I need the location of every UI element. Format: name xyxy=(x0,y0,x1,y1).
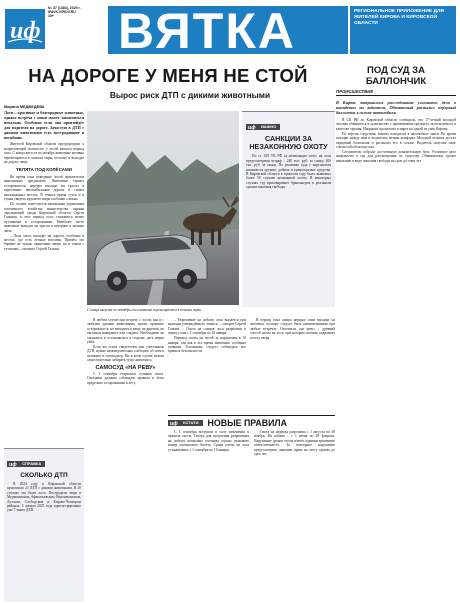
aif-logo xyxy=(4,8,46,50)
supplement-label: РЕГИОНАЛЬНОЕ ПРИЛОЖЕНИЕ ДЛЯ ЖИТЕЛЕЙ КИРОВА И КИРОВСКОЙ ОБЛАСТИ xyxy=(350,6,456,54)
important-tag-label: ВАЖНО xyxy=(261,124,277,129)
reference-tag xyxy=(7,461,45,467)
article-paragraph: Если вы стали свидетелем или участником ДТП, нужно незамедлительно сообщить об этом в полицию и охотнадзор. Ни в коем случае нельзя самостоятельно забирать тушу животного. xyxy=(87,345,164,363)
side-article-paragraph: Следователи собрали достаточную доказательную базу. Уголовное дело направлено в суд для рассмотрения по существу. Обвиняемому грозит наказание в виде лишения свободы на срок до семи лет. xyxy=(336,150,456,163)
new-rules-section xyxy=(168,415,335,457)
issue-number: № 37 (1383), 2025 г. xyxy=(48,6,81,10)
sanctions-body: По ст. 258 УК РФ за незаконную охоту на лося предусмотрены штраф – 240 тыс. руб. за самку, 400 тыс. руб. за самца. По решению суда у нарушителя изымаются оружие, добыча и транспортные средства. В Кировской области в прошлом году было выявлено более 50 случаев незаконной охоты. В некоторых случаях суд приговаривает браконьеров к реальным срокам лишения свободы. xyxy=(246,154,331,190)
issue-info xyxy=(48,6,108,19)
svg-text:иф: иф xyxy=(10,18,41,44)
svg-text:иф: иф xyxy=(248,125,256,130)
site-url: IFAVK.KIROV.RU xyxy=(48,10,76,15)
article-column-1 xyxy=(4,111,84,252)
reference-tag-label: СПРАВКА xyxy=(22,461,42,466)
new-rules-text: Охота на медведя разрешена с 1 августа по 30 ноября. На кабана – с 1 июня по 28 февраля. Нарушение сроков охоты влечёт административную ответственность. За повторное нарушение предусмотрено лишение права на охоту сроком до трёх лет. xyxy=(254,430,335,457)
side-article-lead: В Кирове завершилось расследование уголовного дела о нападении на водителя. Обвиняемый распылил перцовый баллончик в салоне автомобиля. xyxy=(336,100,456,115)
headline: НА ДОРОГЕ У МЕНЯ НЕ СТОЙ xyxy=(28,65,308,86)
new-rules-text: С 1 сентября вступили в силу изменения в правила охоты. Теперь для получения разрешения на добычу копытных охотнику нужно указывать номер охотничьего билета. Сроки охоты на лося установлены: с 1 сентября по 10 января. xyxy=(168,430,249,452)
right-column-article xyxy=(336,66,456,164)
new-rules-title: НОВЫЕ ПРАВИЛА xyxy=(207,418,287,428)
by-the-way-tag xyxy=(168,420,203,426)
article-paragraph: С 1 сентября открылась осенняя охота. Охотники должны соблюдать правила и быть предельно осторожными в лесу. xyxy=(87,372,164,385)
svg-text:иф: иф xyxy=(170,421,178,426)
side-article-paragraph: По версии следствия, юноша находился в автомобиле такси. Во время поездки между ним и водителем возник конфликт. Молодой человек достал перцовый баллончик и распылил его в салоне. Водитель получил ожог слизистой оболочки глаз. xyxy=(336,131,456,150)
reference-body: В 2024 году в Кировской области произошло 21 ДТП с дикими животными. В 10 случаях это были лоси. Пострадали люди в Мурашинском, Афанасьевском, Верхнекамском, Лузском, Слободском и Кирово-Чепецком районах. С начала 2025 года зарегистрировано уже 7 таких ДТП. xyxy=(7,482,81,513)
article-paragraph: – Лоси часто выходят на дороги, особенно в местах, где есть лесные массивы. Причём это бывают не только одиночные звери, но и самки с телятами, – пояснил Сергей Галкин. xyxy=(4,233,84,251)
article-column-4 xyxy=(250,318,335,341)
article-paragraph: Во время гона поведение лосей практически невозможно предсказать. Животные теряют осторожность, нередко выходят на трассы и пересекают автомобильные дороги в самых неожиданных местах. В тёмное время суток и в туман увидеть крупного зверя особенно сложно. xyxy=(4,175,84,202)
article-subheading: ТЕЛЯТА ПОД КОЛЁСАМИ xyxy=(16,167,72,173)
photo-caption: С конца августа по октябрь лоси активно перемещаются в поисках пары. xyxy=(87,308,202,312)
brand-banner xyxy=(108,6,348,54)
side-article-title: ПОД СУД ЗА БАЛЛОНЧИК xyxy=(365,65,427,87)
article-column-3 xyxy=(168,318,246,354)
article-paragraph: По словам заместителя начальника управления охотничьего хозяйства министерства охраны окружающей среды Кировской области Сергея Галкина, в этот период лоси становятся менее пугливыми и осторожными. Наиболее часто животные выходят на трассы в вечерние и ночные часы. xyxy=(4,202,84,233)
age-rating: 18+ xyxy=(48,14,54,19)
by-the-way-tag-label: КСТАТИ xyxy=(183,420,199,425)
moose-car-photo xyxy=(87,111,239,305)
reference-title: СКОЛЬКО ДТП xyxy=(20,472,68,479)
article-column-2 xyxy=(87,318,164,386)
article-lead: Лоси – красивые и благородные животные, однако встреча с ними может закончиться печально. Особенно если она произойдёт для водителя на дороге. Зачастую в ДТП с дикими животными есть пострадавшие и погибшие. xyxy=(4,110,84,140)
side-article-paragraph: В СК РФ по Кировской области сообщили, что 17-летний молодой человек обвиняется в хулиганстве с применением предмета, используемого в качестве оружия. Инцидент произошёл в марте на одной из улиц Кирова. xyxy=(336,118,456,131)
side-article-rubric: ПРОИСШЕСТВИЕ xyxy=(336,89,456,96)
aif-mini-logo xyxy=(170,420,182,426)
svg-text:иф: иф xyxy=(9,462,17,467)
article-paragraph: В период гона самцы нередко сами выходят на человека, поэтому следует быть внимательными при любых встречах. Охотиться «на реву» – древний способ охоты на лося, при котором охотник подражает голосу зверя. xyxy=(250,318,335,340)
sanctions-box xyxy=(242,111,335,307)
article-subheading: САМОСУД «НА РЕВУ» xyxy=(95,364,156,371)
aif-mini-logo xyxy=(9,461,21,467)
article-paragraph: Жителей Кировской области предупредили о возрастающей опасности: у лосей начался период гона. С конца августа по октябрь животные активно перемещаются в поисках пары, поэтому и выходят на дорогу чаще. xyxy=(4,142,84,165)
brand-name: ВЯТКА xyxy=(118,6,296,54)
reference-box xyxy=(4,448,84,602)
article-paragraph: – Разрешение на добычу лося выдаётся при наличии утверждённого лимита, – говорит Сергей Галкин. – Охота на самцов лося разрешена в период гона с 1 сентября по 10 января. xyxy=(168,318,246,336)
sanctions-title: САНКЦИИ ЗА НЕЗАКОННУЮ ОХОТУ xyxy=(249,134,328,152)
author-byline: Марина МЕДВЕДЕВА xyxy=(4,104,45,109)
article-paragraph: Перевод охоты на лосей за нарушения в 10 января, так как в это время животные особенно уязвимы. Охотникам следует соблюдать все правила безопасности. xyxy=(168,336,246,354)
masthead xyxy=(4,2,456,62)
subheadline: Вырос риск ДТП с дикими животными xyxy=(109,90,271,100)
aif-mini-logo xyxy=(248,124,260,130)
article-paragraph: В любом случае при встрече с лосем, как и с любыми дикими животными, нужно проявить осторожность: не выходить к нему, не кричать, не пытаться накормить или гладить. Необходимо не сигналить и остановиться в стороне, дать зверю уйти. xyxy=(87,318,164,345)
important-tag xyxy=(246,124,280,130)
